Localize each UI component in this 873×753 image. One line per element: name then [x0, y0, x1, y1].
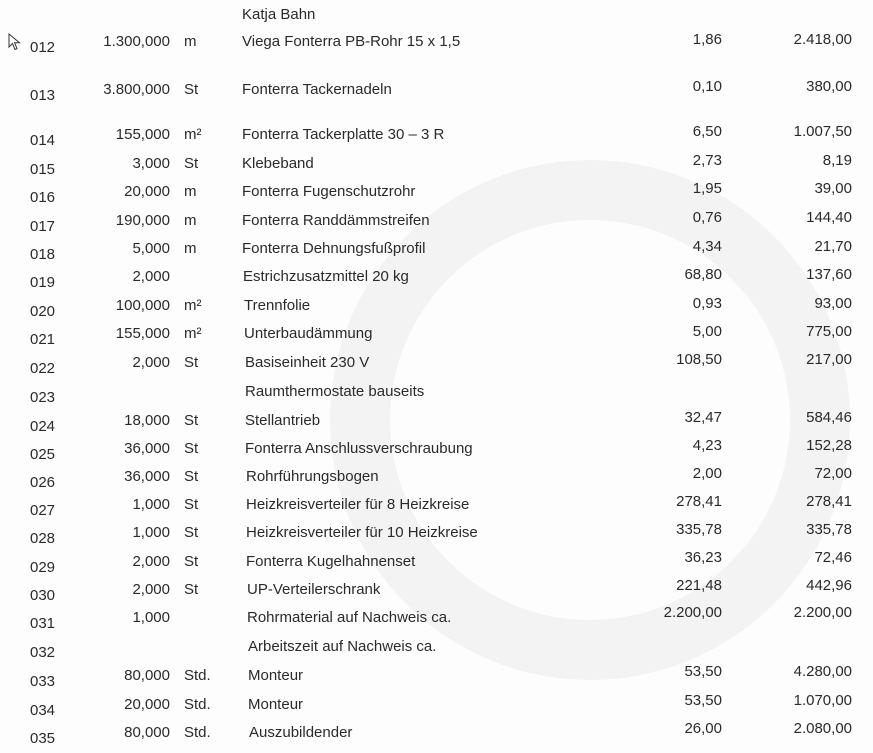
table-row: [0, 638, 873, 666]
table-row: [0, 325, 873, 353]
item-description: Estrichzusatzmittel 20 kg: [243, 268, 409, 285]
unit-price: 2,00: [692, 465, 722, 482]
table-row: [0, 297, 873, 325]
quantity: 1,000: [132, 524, 170, 541]
quantity: 155,000: [115, 325, 170, 342]
line-total: 72,46: [814, 549, 852, 566]
line-total: 2.080,00: [793, 720, 852, 737]
table-row: [0, 78, 873, 109]
position-number: 013: [30, 87, 56, 104]
table-row: [0, 720, 873, 752]
unit-price: 5,00: [692, 323, 722, 340]
position-number: 027: [30, 502, 56, 519]
line-total: 217,00: [806, 351, 852, 368]
unit: St: [184, 412, 199, 429]
item-description: Fonterra Fugenschutzrohr: [242, 183, 416, 200]
unit-price: 0,76: [692, 209, 722, 226]
unit: St: [184, 155, 199, 172]
quantity: 2,000: [132, 354, 170, 371]
position-number: 025: [30, 446, 56, 463]
position-number: 012: [30, 39, 56, 56]
item-description: Fonterra Kugelhahnenset: [246, 553, 416, 570]
unit: m: [184, 33, 197, 50]
quantity: 1.300,000: [103, 33, 170, 50]
unit-price: 335,78: [676, 521, 722, 538]
line-total: 1.070,00: [793, 692, 852, 709]
line-total: 137,60: [806, 266, 852, 283]
position-number: 021: [30, 331, 56, 348]
position-number: 024: [30, 418, 56, 435]
quantity: 1,000: [132, 496, 170, 513]
quantity: 100,000: [115, 297, 170, 314]
line-total: 2.418,00: [793, 31, 852, 48]
unit-price: 108,50: [676, 351, 722, 368]
unit-price: 6,50: [692, 123, 722, 140]
table-row: [0, 465, 873, 496]
line-total: 278,41: [806, 493, 852, 510]
table-row: [0, 33, 873, 61]
item-description: Viega Fonterra PB-Rohr 15 x 1,5: [242, 33, 461, 50]
line-total: 8,19: [822, 152, 852, 169]
table-row: [0, 604, 873, 637]
item-description: Basiseinheit 230 V: [245, 354, 370, 371]
unit: St: [184, 468, 199, 485]
item-description: Auszubildender: [249, 724, 353, 741]
unit-price: 68,80: [684, 266, 722, 283]
unit: m²: [184, 325, 202, 342]
unit-price: 1,86: [692, 31, 722, 48]
item-description: Rohrführungsbogen: [246, 468, 379, 485]
item-description: Fonterra Randdämmstreifen: [242, 212, 430, 229]
line-total: 335,78: [806, 521, 852, 538]
item-description: UP-Verteilerschrank: [247, 581, 381, 598]
table-row: [0, 493, 873, 524]
unit-price: 32,47: [684, 409, 722, 426]
position-number: 028: [30, 530, 56, 547]
position-number: 022: [30, 360, 56, 377]
line-total: 584,46: [806, 409, 852, 426]
position-number: 020: [30, 303, 56, 320]
line-total: 21,70: [814, 238, 852, 255]
quantity: 3,000: [132, 155, 170, 172]
line-total: 4.280,00: [793, 663, 852, 680]
unit: St: [184, 524, 199, 541]
line-total: 93,00: [814, 295, 852, 312]
table-row: [0, 152, 873, 183]
position-number: 023: [30, 389, 56, 406]
table-row: [0, 180, 873, 211]
unit-price: 278,41: [676, 493, 722, 510]
quantity: 18,000: [124, 412, 170, 429]
item-description: Rohrmaterial auf Nachweis ca.: [247, 609, 452, 626]
position-number: 030: [30, 587, 56, 604]
position-number: 035: [30, 730, 56, 747]
unit: m²: [184, 297, 202, 314]
item-description: Unterbaudämmung: [244, 325, 373, 342]
position-number: 032: [30, 644, 56, 661]
item-description: Monteur: [248, 667, 304, 684]
item-description: Heizkreisverteiler für 10 Heizkreise: [246, 524, 478, 541]
table-row: [0, 521, 873, 552]
line-total: 1.007,50: [793, 123, 852, 140]
unit: St: [184, 354, 199, 371]
unit-price: 53,50: [684, 663, 722, 680]
unit: Std.: [184, 724, 211, 741]
line-total: 775,00: [806, 323, 852, 340]
line-total: 442,96: [806, 577, 852, 594]
unit: St: [184, 496, 199, 513]
table-row: [0, 383, 873, 411]
unit: St: [184, 553, 199, 570]
quantity: 36,000: [124, 468, 170, 485]
item-description: Fonterra Tackernadeln: [242, 81, 392, 98]
position-number: 016: [30, 189, 56, 206]
table-row: [0, 123, 873, 154]
unit-price: 1,95: [692, 180, 722, 197]
quantity: 1,000: [132, 609, 170, 626]
quantity: 20,000: [124, 183, 170, 200]
unit-price: 36,23: [684, 549, 722, 566]
unit: m: [184, 212, 197, 229]
unit-price: 2,73: [692, 152, 722, 169]
quantity: 36,000: [124, 440, 170, 457]
quantity: 2,000: [132, 581, 170, 598]
unit: St: [184, 440, 199, 457]
unit-price: 4,23: [692, 437, 722, 454]
item-description: Stellantrieb: [245, 412, 321, 429]
position-number: 015: [30, 161, 56, 178]
line-total: 380,00: [806, 78, 852, 95]
table-row: [0, 268, 873, 296]
item-description: Heizkreisverteiler für 8 Heizkreise: [246, 496, 470, 513]
item-description: Klebeband: [242, 155, 314, 172]
item-description: Trennfolie: [244, 297, 311, 314]
quantity: 2,000: [132, 553, 170, 570]
position-number: 019: [30, 274, 56, 291]
unit: Std.: [184, 696, 211, 713]
unit-price: 4,34: [692, 238, 722, 255]
position-number: 017: [30, 218, 56, 235]
quantity: 5,000: [132, 240, 170, 257]
line-total: 144,40: [806, 209, 852, 226]
quantity: 3.800,000: [103, 81, 170, 98]
position-number: 033: [30, 673, 56, 690]
unit: Std.: [184, 667, 211, 684]
unit-price: 0,93: [692, 295, 722, 312]
unit-price: 53,50: [684, 692, 722, 709]
line-total: 152,28: [806, 437, 852, 454]
unit-price: 26,00: [684, 720, 722, 737]
table-row: [0, 663, 873, 695]
item-description: Monteur: [248, 696, 304, 713]
unit-price: 2.200,00: [663, 604, 722, 621]
quantity: 80,000: [124, 724, 170, 741]
quantity: 2,000: [132, 268, 170, 285]
quantity: 155,000: [115, 126, 170, 143]
unit: m: [184, 240, 197, 257]
unit: m: [184, 183, 197, 200]
line-total: 2.200,00: [793, 604, 852, 621]
table-row: [0, 409, 873, 440]
unit: m²: [184, 126, 202, 143]
position-number: 026: [30, 474, 56, 491]
table-row: [0, 437, 873, 468]
quantity: 20,000: [124, 696, 170, 713]
line-total: 72,00: [814, 465, 852, 482]
quantity: 80,000: [124, 667, 170, 684]
position-number: 029: [30, 559, 56, 576]
item-description: Fonterra Anschlussverschraubung: [245, 440, 473, 457]
position-number: 014: [30, 132, 56, 149]
unit: St: [184, 81, 199, 98]
table-row: [0, 209, 873, 240]
position-number: 034: [30, 702, 56, 719]
item-description: Raumthermostate bauseits: [245, 383, 425, 400]
quantity: 190,000: [115, 212, 170, 229]
line-total: 39,00: [814, 180, 852, 197]
item-description: Fonterra Tackerplatte 30 – 3 R: [242, 126, 445, 143]
table-row: [0, 351, 873, 382]
table-row: [0, 240, 873, 268]
item-description: Arbeitszeit auf Nachweis ca.: [248, 638, 437, 655]
customer-name: Katja Bahn: [242, 6, 316, 23]
unit: St: [184, 581, 199, 598]
unit-price: 221,48: [676, 577, 722, 594]
position-number: 031: [30, 615, 56, 632]
unit-price: 0,10: [692, 78, 722, 95]
item-description: Fonterra Dehnungsfußprofil: [242, 240, 426, 257]
position-number: 018: [30, 246, 56, 263]
